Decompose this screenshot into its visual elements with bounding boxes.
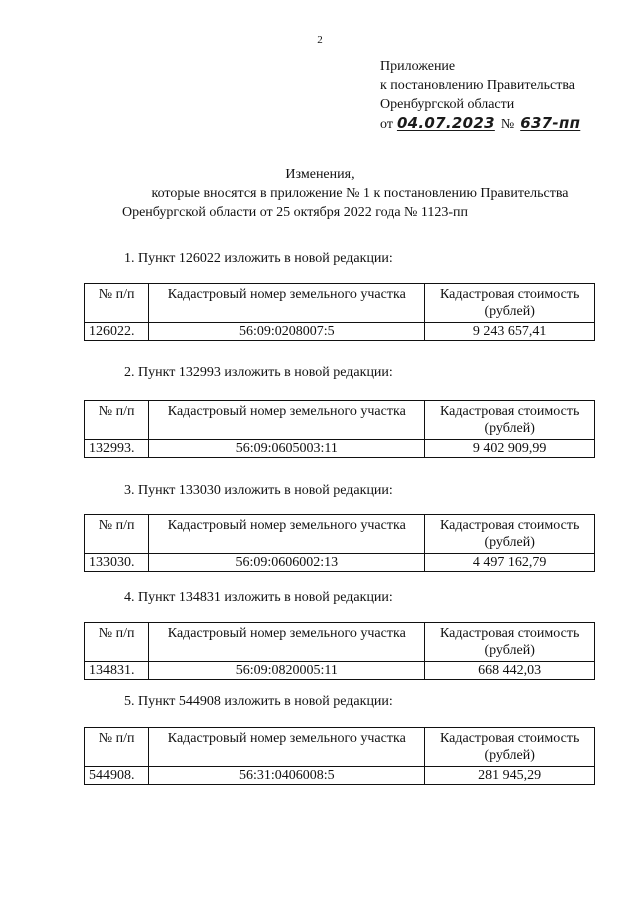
handwritten-date: 04.07.2023 [396, 114, 495, 132]
appendix-line-3: Оренбургской области [380, 97, 515, 112]
header-num: № п/п [85, 284, 149, 323]
row-cadastral-value: 9 402 909,99 [425, 440, 595, 458]
cadastral-table [84, 622, 595, 680]
row-cadastral-number: 56:09:0605003:11 [149, 440, 425, 458]
row-cadastral-number: 56:31:0406008:5 [149, 767, 425, 785]
row-cadastral-value: 4 497 162,79 [425, 554, 595, 572]
table-row [85, 323, 595, 341]
header-cadastral-value: Кадастровая стоимость (рублей) [425, 515, 595, 554]
from-label: от [380, 117, 393, 132]
cadastral-table [84, 283, 595, 341]
item-heading: 5. Пункт 544908 изложить в новой редакции: [124, 694, 393, 709]
row-num: 544908. [85, 767, 149, 785]
header-num: № п/п [85, 623, 149, 662]
row-num: 126022. [85, 323, 149, 341]
row-cadastral-number: 56:09:0606002:13 [149, 554, 425, 572]
number-sign: № [500, 117, 515, 132]
item-heading: 1. Пункт 126022 изложить в новой редакции: [124, 251, 393, 266]
row-cadastral-value: 9 243 657,41 [425, 323, 595, 341]
appendix-block [380, 57, 580, 134]
table-row [85, 440, 595, 458]
row-cadastral-number: 56:09:0820005:11 [149, 662, 425, 680]
header-cadastral-value: Кадастровая стоимость (рублей) [425, 284, 595, 323]
row-cadastral-value: 281 945,29 [425, 767, 595, 785]
document-title [0, 165, 640, 222]
cadastral-table [84, 514, 595, 572]
title-line-3: Оренбургской области от 25 октября 2022 года № 1123-пп [121, 205, 469, 220]
header-cadastral-value: Кадастровая стоимость (рублей) [425, 623, 595, 662]
table-row [85, 662, 595, 680]
table-header-row [85, 728, 595, 767]
table-header-row [85, 401, 595, 440]
table-header-row [85, 515, 595, 554]
title-line-2: которые вносятся в приложение № 1 к постановлению Правительства [151, 186, 569, 201]
cadastral-table [84, 400, 595, 458]
page-number: 2 [317, 34, 323, 46]
header-cadastral-number: Кадастровый номер земельного участка [149, 728, 425, 767]
table-row [85, 554, 595, 572]
header-cadastral-value: Кадастровая стоимость (рублей) [425, 728, 595, 767]
item-heading: 2. Пункт 132993 изложить в новой редакции: [124, 365, 393, 380]
row-num: 134831. [85, 662, 149, 680]
appendix-line-1: Приложение [380, 59, 456, 74]
table-row [85, 767, 595, 785]
header-num: № п/п [85, 728, 149, 767]
title-line-1: Изменения, [285, 167, 355, 182]
row-num: 132993. [85, 440, 149, 458]
header-num: № п/п [85, 515, 149, 554]
header-cadastral-number: Кадастровый номер земельного участка [149, 623, 425, 662]
item-heading: 4. Пункт 134831 изложить в новой редакции: [124, 590, 393, 605]
handwritten-number: 637-пп [520, 114, 581, 132]
header-cadastral-number: Кадастровый номер земельного участка [149, 515, 425, 554]
appendix-date-line [380, 114, 580, 134]
table-header-row [85, 623, 595, 662]
header-cadastral-number: Кадастровый номер земельного участка [149, 284, 425, 323]
table-header-row [85, 284, 595, 323]
row-cadastral-value: 668 442,03 [425, 662, 595, 680]
item-heading: 3. Пункт 133030 изложить в новой редакции: [124, 483, 393, 498]
header-cadastral-value: Кадастровая стоимость (рублей) [425, 401, 595, 440]
appendix-line-2: к постановлению Правительства [380, 78, 576, 93]
header-num: № п/п [85, 401, 149, 440]
header-cadastral-number: Кадастровый номер земельного участка [149, 401, 425, 440]
cadastral-table [84, 727, 595, 785]
row-cadastral-number: 56:09:0208007:5 [149, 323, 425, 341]
row-num: 133030. [85, 554, 149, 572]
